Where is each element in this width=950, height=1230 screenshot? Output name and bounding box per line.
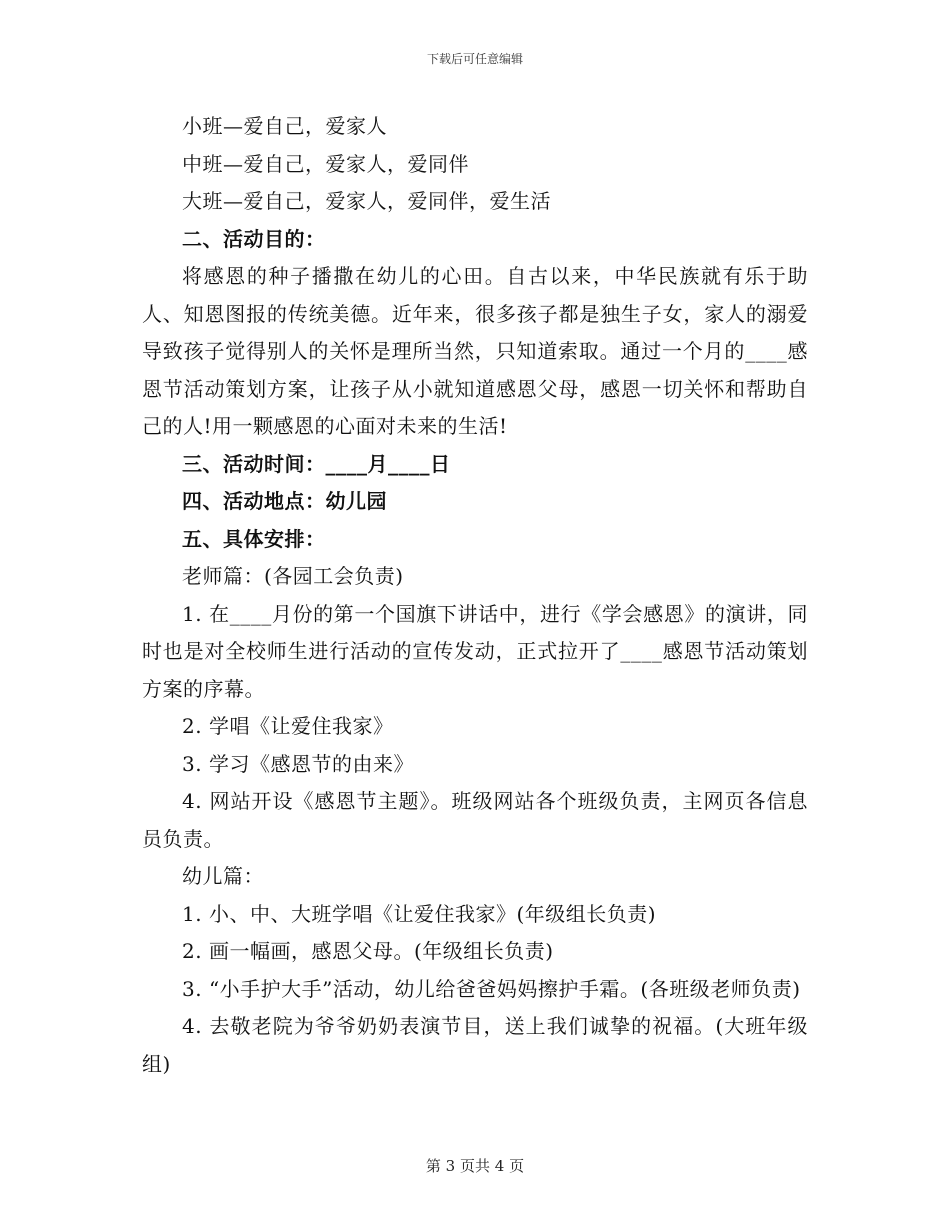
paragraph-large-class: 大班—爱自己，爱家人，爱同伴，爱生活 (182, 189, 551, 213)
heading-activity-location: 四、活动地点：幼儿园 (182, 489, 387, 513)
heading-activity-purpose: 二、活动目的： (182, 226, 326, 251)
list-item-teacher-1: 1. 在____月份的第一个国旗下讲话中，进行《学会感恩》的演讲，同时也是对全校师生进行活动的宣传发动，正式拉开了____感恩节活动策划方案的序幕。 (142, 601, 808, 701)
list-item-children-2: 2. 画一幅画，感恩父母。(年级组长负责) (182, 939, 554, 963)
page-footer: 第 3 页共 4 页 (425, 1157, 525, 1175)
subheading-children: 幼儿篇： (182, 864, 264, 888)
list-item-children-3: 3. “小手护大手”活动，幼儿给爸爸妈妈擦护手霜。(各班级老师负责) (182, 976, 801, 1001)
list-item-teacher-3: 3. 学习《感恩节的由来》 (182, 751, 414, 776)
heading-activity-time: 三、活动时间：____月____日 (182, 451, 451, 476)
heading-arrangement: 五、具体安排： (182, 526, 326, 551)
list-item-children-1: 1. 小、中、大班学唱《让爱住我家》(年级组长负责) (182, 901, 657, 926)
document-body (142, 108, 808, 1083)
paragraph-middle-class: 中班—爱自己，爱家人，爱同伴 (182, 151, 469, 176)
list-item-children-4: 4. 去敬老院为爷爷奶奶表演节目，送上我们诚挚的祝福。(大班年级组) (142, 1014, 808, 1076)
paragraph-small-class: 小班—爱自己，爱家人 (182, 114, 387, 138)
list-item-teacher-4: 4. 网站开设《感恩节主题》。班级网站各个班级负责，主网页各信息员负责。 (142, 789, 808, 851)
subheading-teachers: 老师篇：(各园工会负责) (182, 564, 404, 588)
list-item-teacher-2: 2. 学唱《让爱住我家》 (182, 714, 394, 738)
paragraph-purpose-body: 将感恩的种子播撒在幼儿的心田。自古以来，中华民族就有乐于助人、知恩图报的传统美德。近年来，很多孩子都是独生子女，家人的溺爱导致孩子觉得别人的关怀是理所当然，只知道索取。通过一个月的____感恩节活动策划方案，让孩子从小就知道感恩父母，感恩一切关怀和帮助自己的人!用一颗感恩的心面对未来的生活! (142, 264, 808, 438)
page-header: 下载后可任意编辑 (426, 52, 523, 66)
